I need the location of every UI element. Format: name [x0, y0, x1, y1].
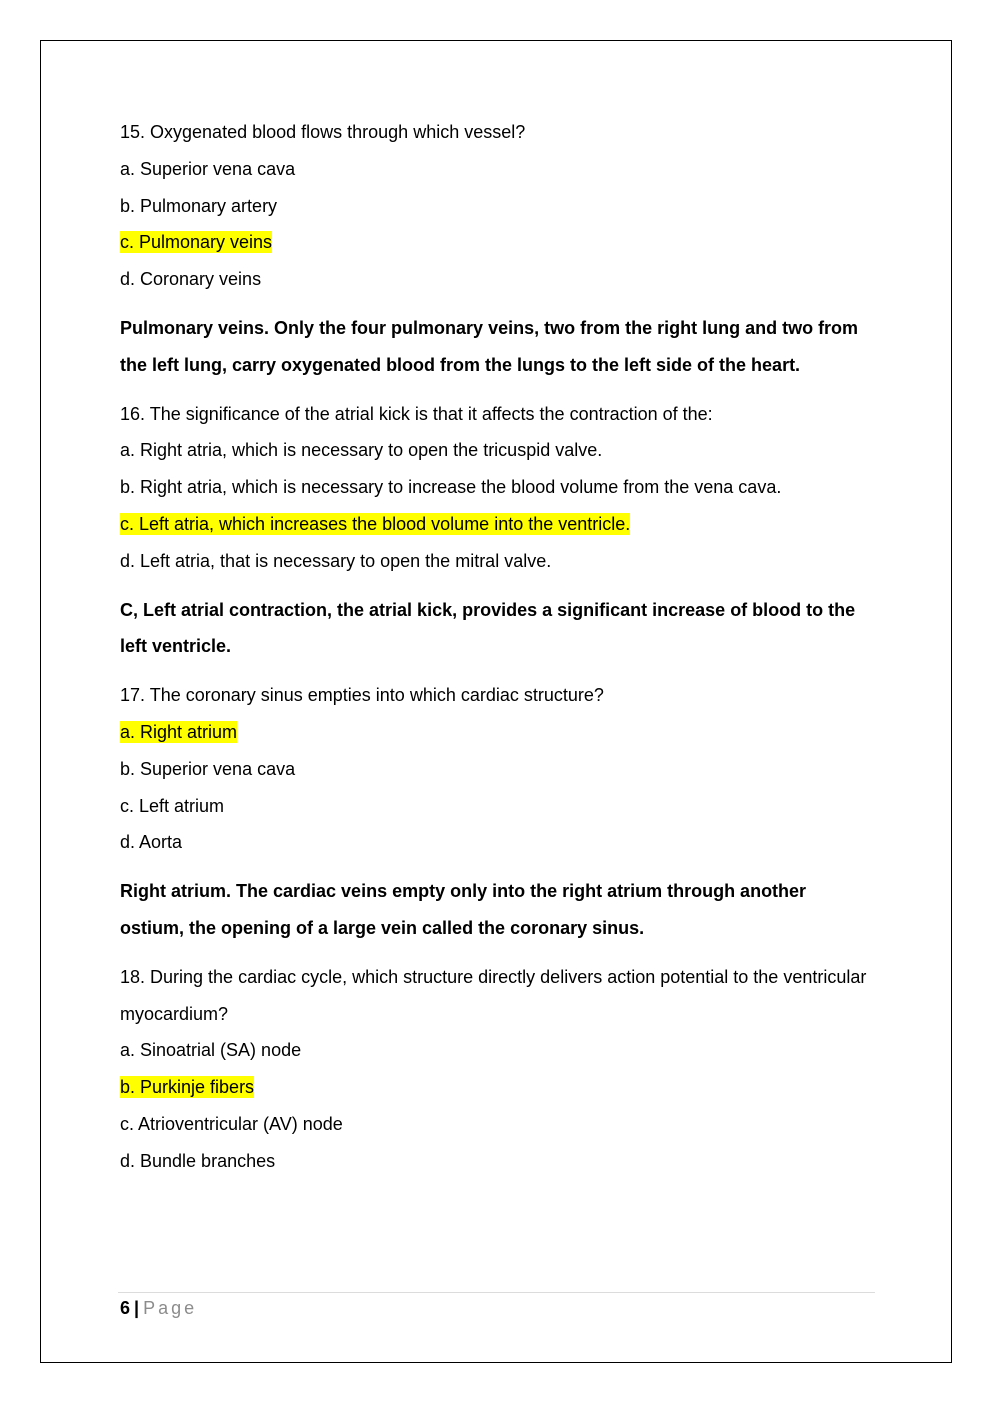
footer-divider [118, 1292, 875, 1293]
answer-option [120, 432, 875, 469]
question-block [120, 114, 875, 384]
answer-option-correct [120, 1069, 875, 1106]
answer-option-text: b. Pulmonary artery [120, 195, 278, 216]
question-stem: 17. The coronary sinus empties into which cardiac structure? [120, 685, 604, 706]
answer-option-text: b. Right atria, which is necessary to increase the blood volume from the vena cava. [120, 477, 782, 498]
answer-option-text: c. Left atrium [120, 795, 225, 816]
answer-option-text: d. Bundle branches [120, 1150, 276, 1171]
answer-option [120, 151, 875, 188]
question-block [120, 677, 875, 947]
page-footer [120, 1296, 197, 1320]
highlighted-answer-text: a. Right atrium [120, 721, 238, 742]
page-content [120, 114, 875, 1180]
question-stem: 15. Oxygenated blood flows through which vessel? [120, 122, 526, 142]
answer-option-correct [120, 714, 875, 751]
question-block [120, 396, 875, 666]
answer-option-text: c. Atrioventricular (AV) node [120, 1113, 343, 1134]
answer-option [120, 1143, 875, 1180]
answer-option [120, 261, 875, 298]
answer-explanation: Pulmonary veins. Only the four pulmonary veins, two from the right lung and two from the left lung, carry oxygenated blood from the lungs to the left side of the heart. [120, 317, 859, 375]
answer-option [120, 1032, 875, 1069]
answer-option-text: d. Left atria, that is necessary to open the mitral valve. [120, 550, 552, 571]
answer-option-text: a. Right atria, which is necessary to open the tricuspid valve. [120, 440, 603, 461]
answer-option-text: a. Sinoatrial (SA) node [120, 1040, 302, 1061]
answer-option [120, 1106, 875, 1143]
page-label: Page [143, 1298, 198, 1318]
answer-option [120, 469, 875, 506]
highlighted-answer-text: c. Left atria, which increases the blood volume into the ventricle. [120, 513, 631, 534]
question-stem: 16. The significance of the atrial kick is that it affects the contraction of the: [120, 403, 713, 424]
highlighted-answer-text: c. Pulmonary veins [120, 232, 273, 253]
answer-option-text: d. Coronary veins [120, 269, 262, 290]
question-block [120, 959, 875, 1180]
answer-explanation: C, Left atrial contraction, the atrial kick, provides a significant increase of blood to the left ventricle. [120, 599, 856, 657]
answer-option-correct [120, 506, 875, 543]
answer-option [120, 788, 875, 825]
footer-separator: | [134, 1298, 140, 1318]
question-stem: 18. During the cardiac cycle, which structure directly delivers action potential to the ventricular myocardium? [120, 966, 867, 1024]
answer-option [120, 543, 875, 580]
answer-option-text: d. Aorta [120, 832, 183, 853]
answer-explanation: Right atrium. The cardiac veins empty only into the right atrium through another ostium, the opening of a large vein called the coronary sinus. [120, 881, 807, 938]
answer-option [120, 188, 875, 225]
highlighted-answer-text: b. Purkinje fibers [120, 1077, 255, 1098]
answer-option-correct [120, 224, 875, 261]
page-number: 6 [120, 1298, 131, 1318]
answer-option [120, 751, 875, 788]
answer-option [120, 824, 875, 861]
answer-option-text: a. Superior vena cava [120, 158, 296, 179]
answer-option-text: b. Superior vena cava [120, 758, 296, 779]
